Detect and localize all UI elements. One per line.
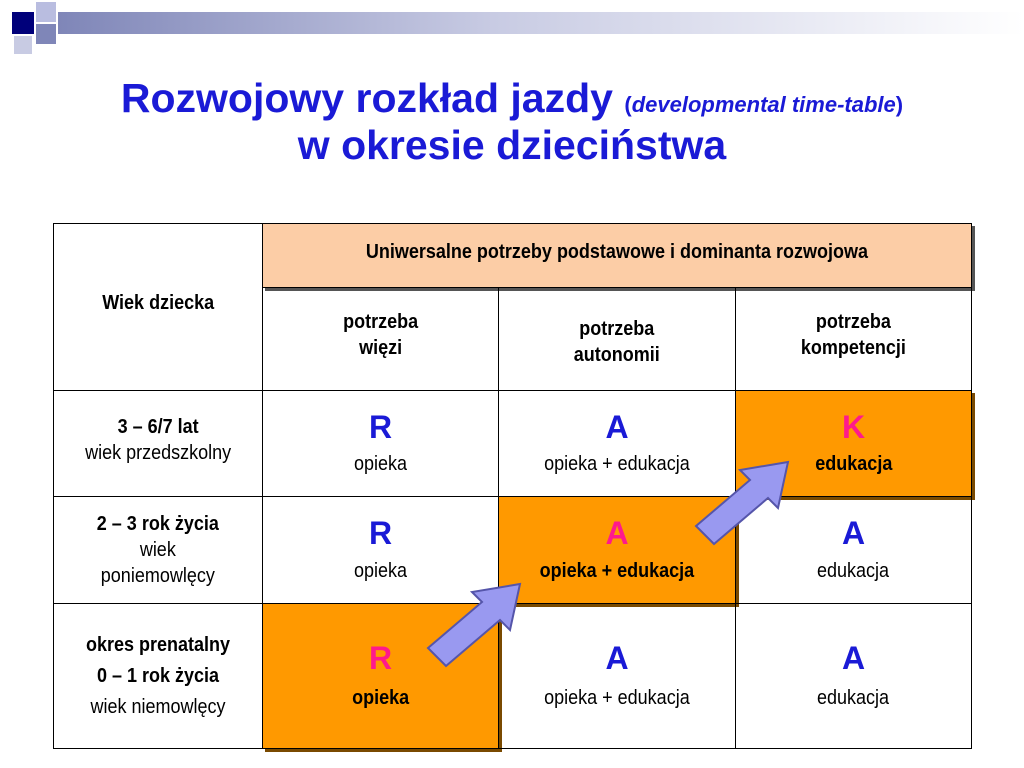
table-cell: A edukacja xyxy=(735,603,972,749)
letter-a: A xyxy=(605,408,629,445)
row-age-cell: okres prenatalny 0 – 1 rok życia wiek niemowlęcy xyxy=(53,603,263,749)
letter-r: R xyxy=(368,515,393,552)
table-cell: A opieka + edukacja xyxy=(498,603,736,749)
column-header-wiezi: potrzeba więzi xyxy=(262,287,499,391)
table-cell: A opieka + edukacja xyxy=(498,390,736,497)
column-header-autonomii: potrzeba autonomii xyxy=(498,287,736,391)
slide-title xyxy=(0,74,1024,170)
letter-a: A xyxy=(605,640,629,677)
title-english-note: (developmental time-table) xyxy=(624,92,904,117)
title-line-2: w okresie dzieciństwa xyxy=(297,122,727,169)
decor-square-light xyxy=(36,24,56,44)
arrow-up-right-icon xyxy=(420,570,530,670)
decor-square-light xyxy=(36,2,56,22)
letter-a: A xyxy=(841,515,866,552)
decor-square-light xyxy=(14,36,32,54)
table-cell: R opieka xyxy=(262,496,499,604)
letter-r: R xyxy=(368,408,393,445)
title-main: Rozwojowy rozkład jazdy xyxy=(120,75,613,121)
letter-a: A xyxy=(841,640,866,677)
decor-top-bar xyxy=(58,12,1024,34)
row-age-cell: 3 – 6/7 lat wiek przedszkolny xyxy=(53,390,263,497)
row-age-cell: 2 – 3 rok życia wiek poniemowlęcy xyxy=(53,496,263,604)
letter-k: K xyxy=(841,408,866,445)
letter-r: R xyxy=(368,640,393,677)
table-header-cell: Uniwersalne potrzeby podstawowe i dominanta rozwojowa xyxy=(262,223,972,288)
table-cell-highlighted: R opieka xyxy=(262,603,499,749)
table-cell: A edukacja xyxy=(735,496,972,604)
column-header-kompetencji: potrzeba kompetencji xyxy=(735,287,972,391)
table-cell: R opieka xyxy=(262,390,499,497)
letter-a: A xyxy=(605,515,629,552)
arrow-up-right-icon xyxy=(688,448,798,548)
decor-square-dark xyxy=(12,12,34,34)
table-cell-highlighted: A opieka + edukacja xyxy=(498,496,736,604)
table-corner-cell: Wiek dziecka xyxy=(53,223,263,391)
table-cell-highlighted: K edukacja xyxy=(735,390,972,497)
